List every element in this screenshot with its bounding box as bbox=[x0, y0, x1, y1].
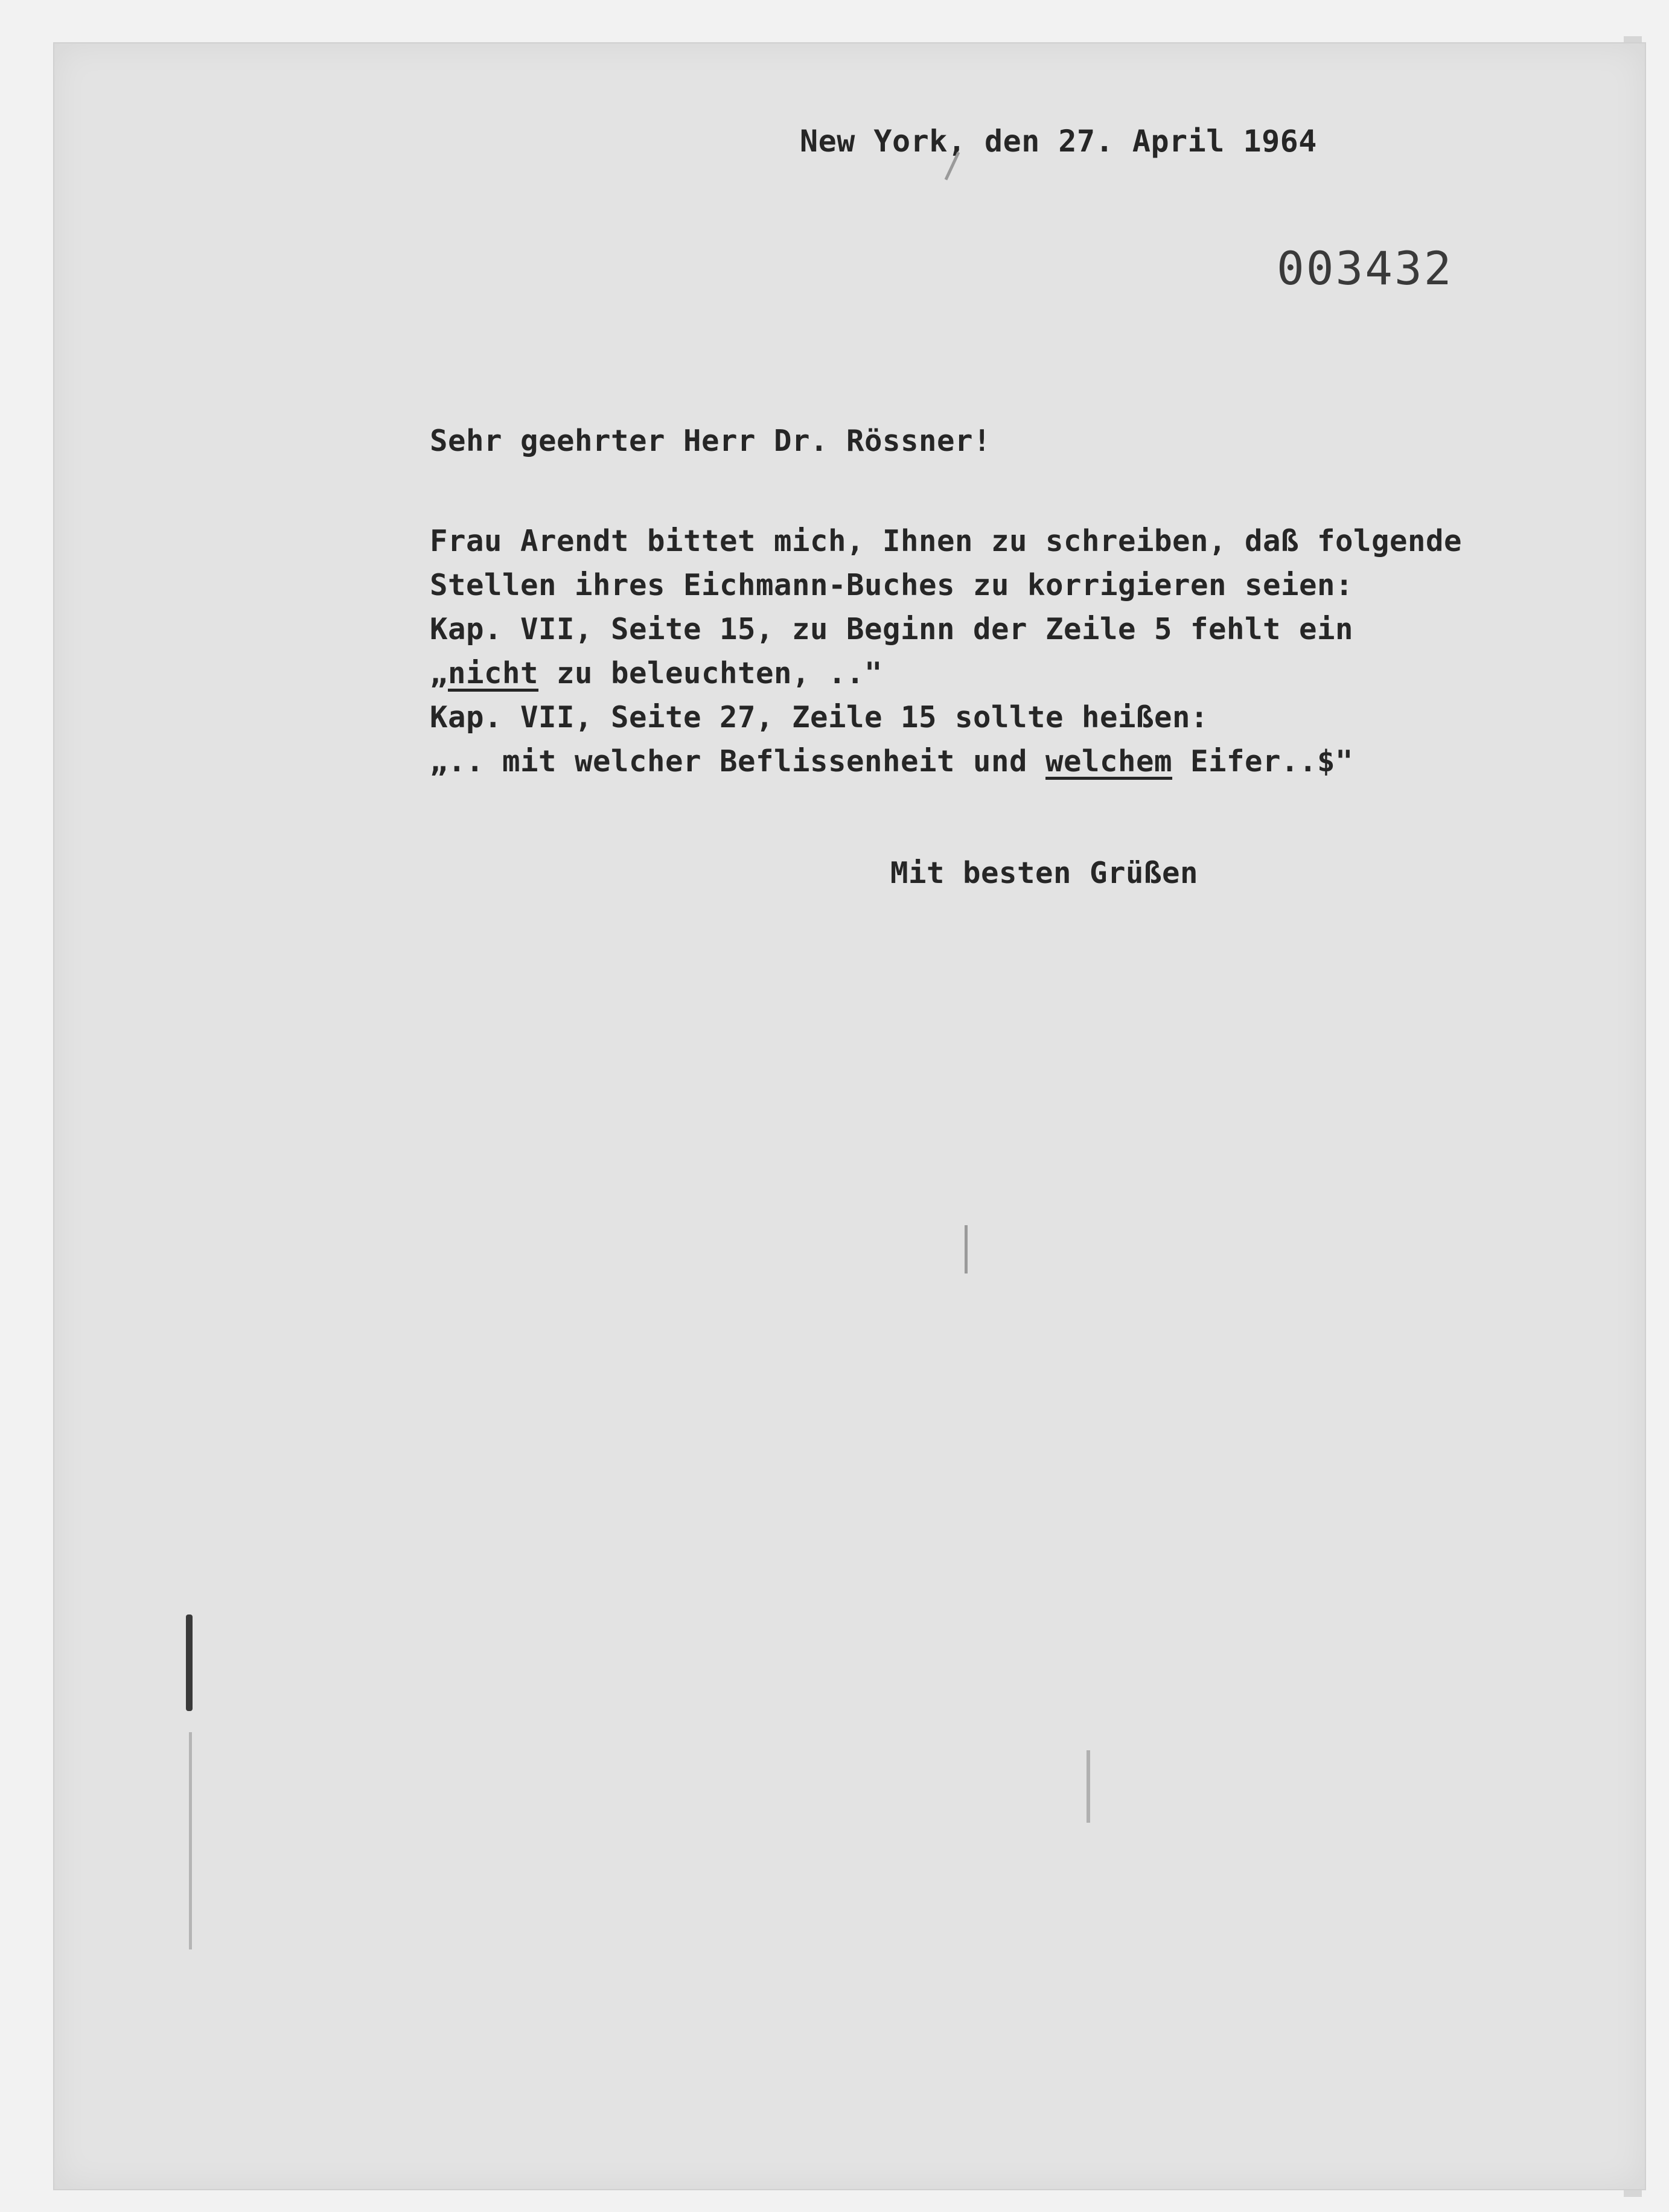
body-line: Stellen ihres Eichmann-Buches zu korrigieren seien: bbox=[430, 568, 1354, 602]
document-number-stamp: 003432 bbox=[1277, 241, 1454, 295]
closing: Mit besten Grüßen bbox=[890, 856, 1199, 890]
letter-body bbox=[430, 519, 1462, 783]
underlined-word: welchem bbox=[1045, 744, 1173, 779]
body-line-quote-welchem bbox=[430, 739, 1462, 783]
body-line: Kap. VII, Seite 27, Zeile 15 sollte heißen: bbox=[430, 700, 1209, 735]
quote-prefix: „ bbox=[430, 656, 448, 690]
body-line: Frau Arendt bittet mich, Ihnen zu schreiben, daß folgende bbox=[430, 524, 1463, 558]
scan-speck bbox=[1087, 1750, 1090, 1823]
scan-speck bbox=[965, 1225, 968, 1273]
body-line-quote-nicht bbox=[430, 651, 1462, 695]
margin-mark bbox=[186, 1614, 193, 1711]
quote-suffix: Eifer..$" bbox=[1172, 744, 1354, 779]
quote-prefix: „.. mit welcher Beflissenheit und bbox=[430, 744, 1046, 779]
date-line: New York, den 27. April 1964 bbox=[800, 124, 1317, 159]
body-line: Kap. VII, Seite 15, zu Beginn der Zeile 5 fehlt ein bbox=[430, 612, 1354, 646]
salutation: Sehr geehrter Herr Dr. Rössner! bbox=[430, 424, 992, 458]
underlined-word: nicht bbox=[448, 656, 539, 690]
margin-mark bbox=[189, 1732, 192, 1949]
quote-suffix: zu beleuchten, .." bbox=[538, 656, 883, 690]
letter-sheet bbox=[53, 42, 1646, 2190]
